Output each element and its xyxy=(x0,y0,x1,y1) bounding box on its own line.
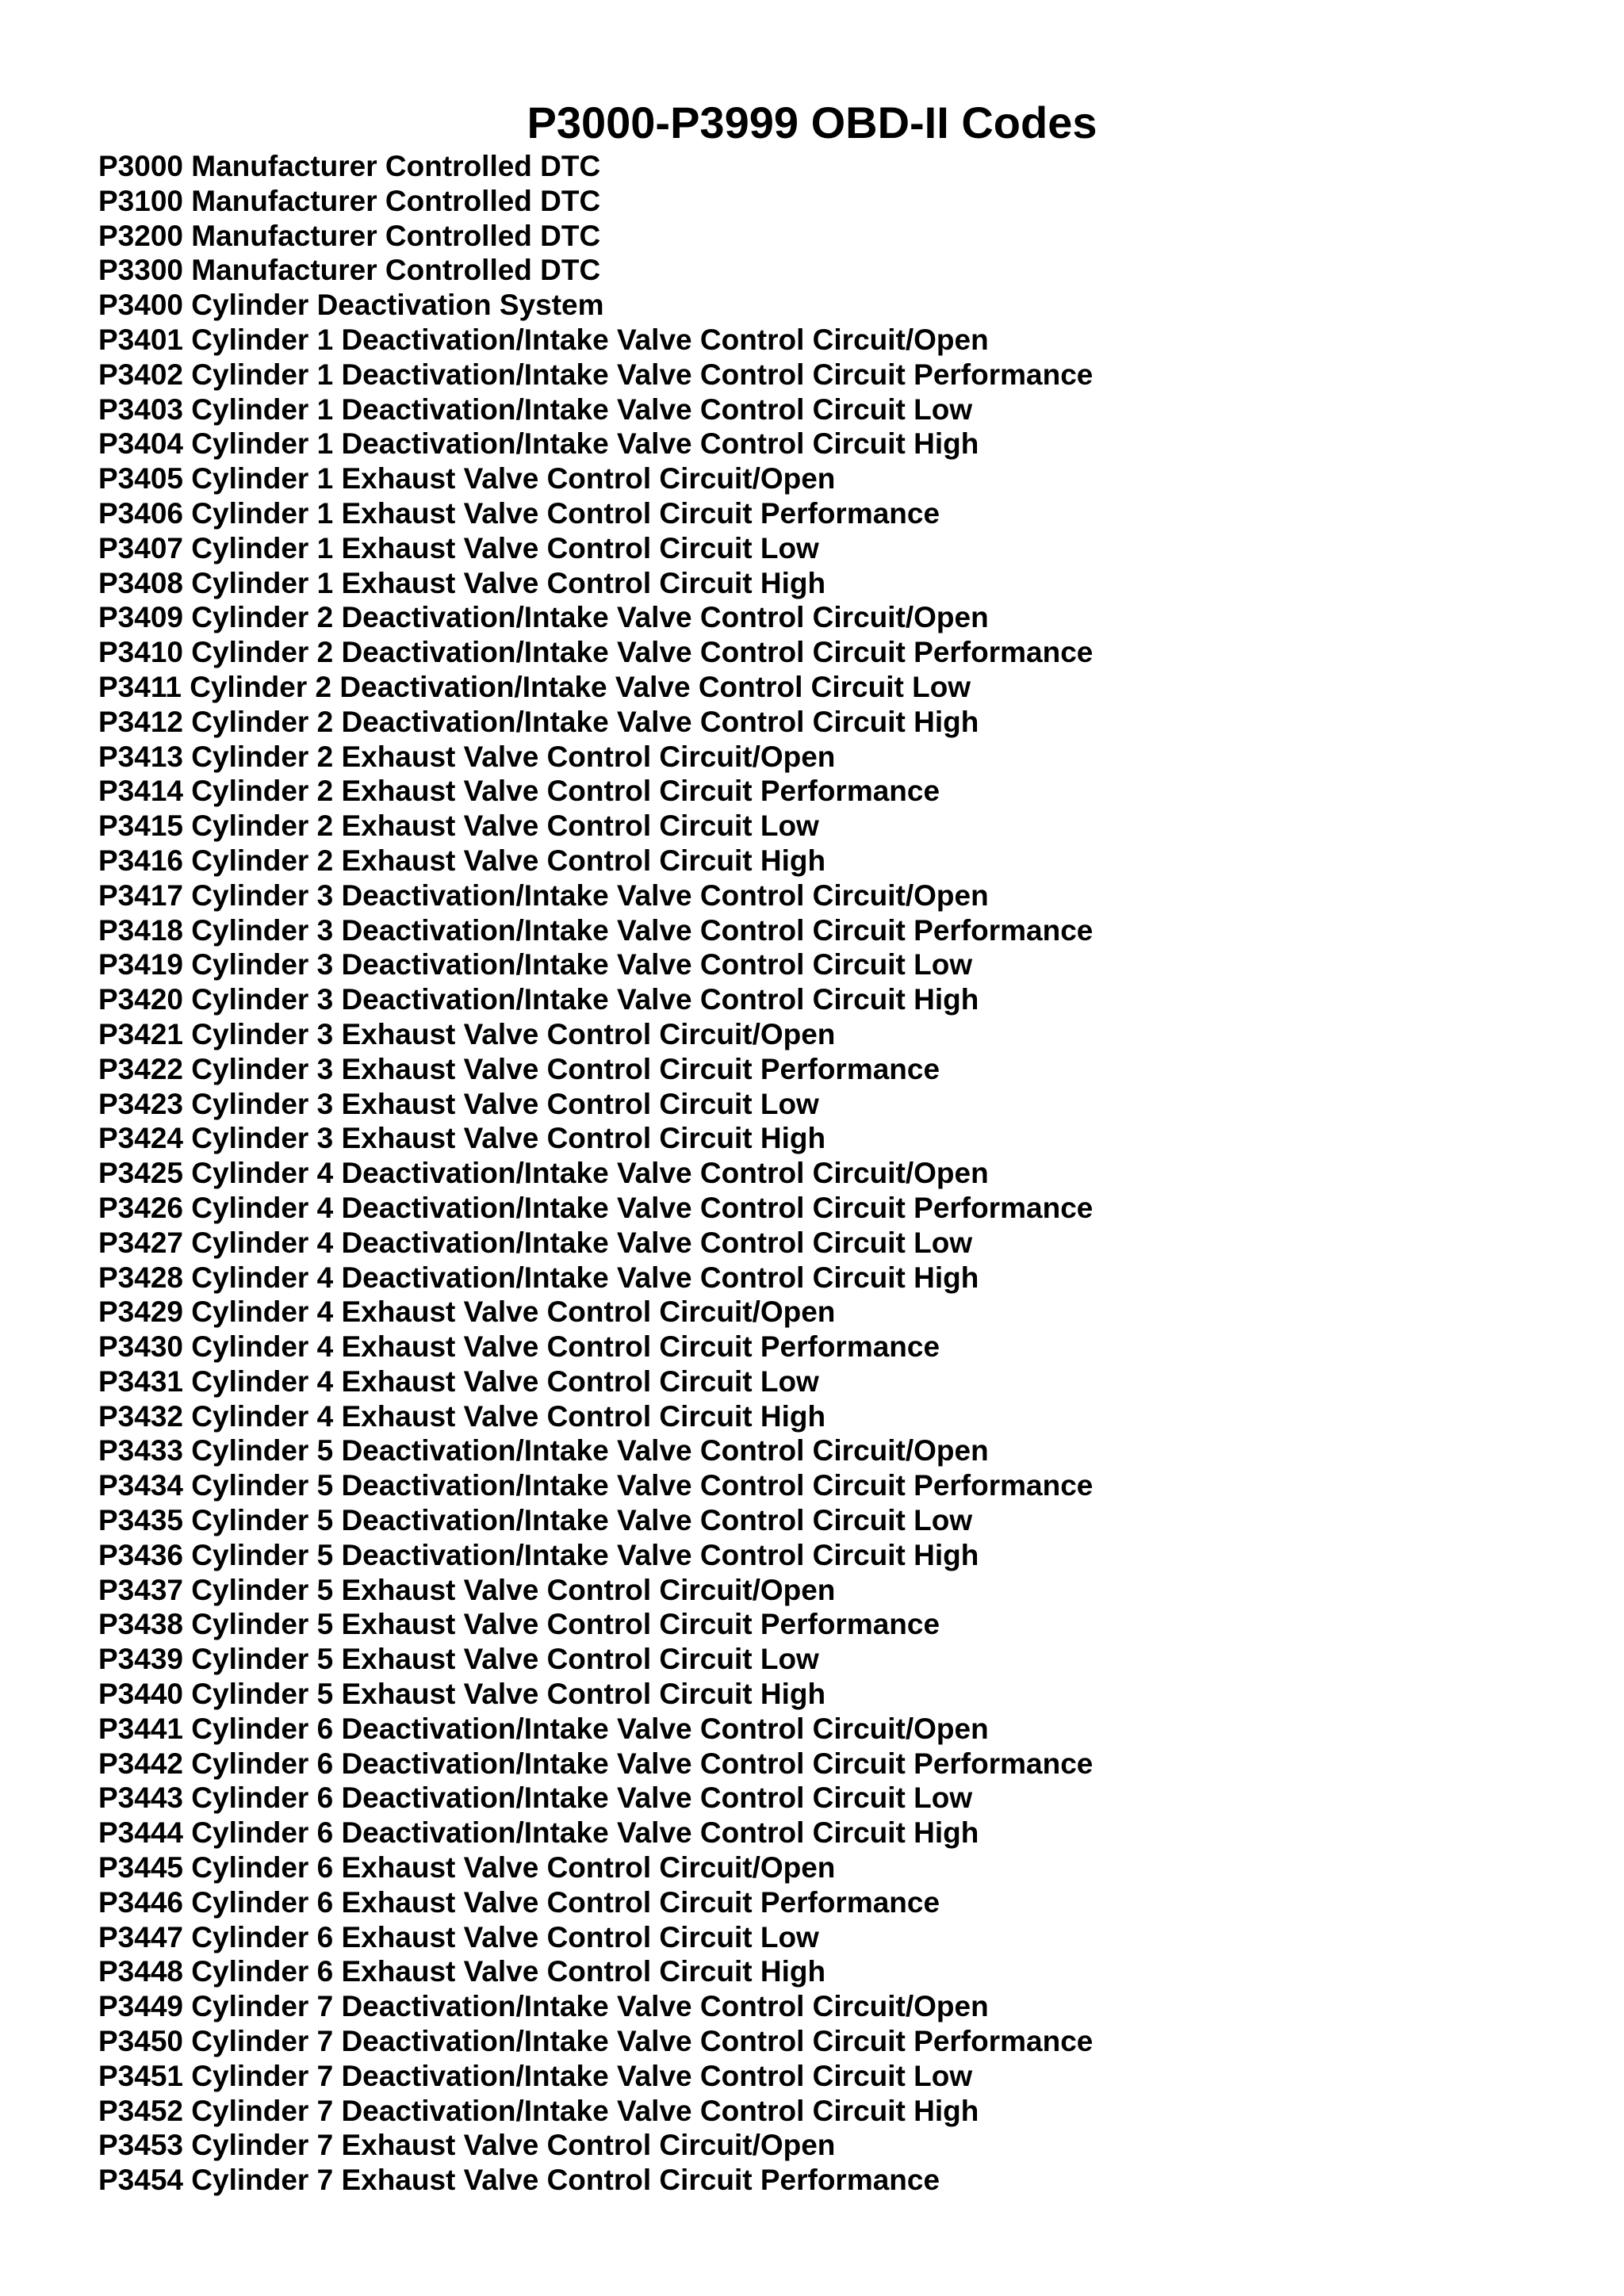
code-entry: P3442 Cylinder 6 Deactivation/Intake Valve Control Circuit Performance xyxy=(98,1747,1094,1780)
code-entry: P3000 Manufacturer Controlled DTC xyxy=(98,150,601,182)
code-entry: P3448 Cylinder 6 Exhaust Valve Control Circuit High xyxy=(98,1955,826,1988)
code-entry: P3420 Cylinder 3 Deactivation/Intake Valve Control Circuit High xyxy=(98,983,979,1016)
code-entry: P3407 Cylinder 1 Exhaust Valve Control Circuit Low xyxy=(98,531,819,564)
code-entry: P3422 Cylinder 3 Exhaust Valve Control Circuit Performance xyxy=(98,1052,940,1085)
code-entry: P3405 Cylinder 1 Exhaust Valve Control Circuit/Open xyxy=(98,462,836,496)
code-entry: P3404 Cylinder 1 Deactivation/Intake Valve Control Circuit High xyxy=(98,427,979,461)
code-entry: P3453 Cylinder 7 Exhaust Valve Control Circuit/Open xyxy=(98,2129,836,2162)
code-entry: P3413 Cylinder 2 Exhaust Valve Control Circuit/Open xyxy=(98,740,836,773)
code-entry: P3447 Cylinder 6 Exhaust Valve Control Circuit Low xyxy=(98,1920,819,1954)
code-entry: P3200 Manufacturer Controlled DTC xyxy=(98,219,601,252)
code-list xyxy=(98,149,1093,2198)
code-entry: P3411 Cylinder 2 Deactivation/Intake Valve Control Circuit Low xyxy=(98,670,971,703)
code-entry: P3402 Cylinder 1 Deactivation/Intake Valve Control Circuit Performance xyxy=(98,358,1094,391)
code-entry: P3415 Cylinder 2 Exhaust Valve Control Circuit Low xyxy=(98,809,819,843)
code-entry: P3433 Cylinder 5 Deactivation/Intake Valve Control Circuit/Open xyxy=(98,1434,989,1468)
code-entry: P3440 Cylinder 5 Exhaust Valve Control Circuit High xyxy=(98,1678,826,1711)
code-entry: P3410 Cylinder 2 Deactivation/Intake Valve Control Circuit Performance xyxy=(98,636,1094,669)
code-entry: P3419 Cylinder 3 Deactivation/Intake Valve Control Circuit Low xyxy=(98,948,973,982)
code-entry: P3438 Cylinder 5 Exhaust Valve Control Circuit Performance xyxy=(98,1608,940,1641)
code-entry: P3443 Cylinder 6 Deactivation/Intake Valve Control Circuit Low xyxy=(98,1781,973,1815)
code-entry: P3450 Cylinder 7 Deactivation/Intake Valve Control Circuit Performance xyxy=(98,2025,1094,2058)
code-entry: P3430 Cylinder 4 Exhaust Valve Control Circuit Performance xyxy=(98,1330,940,1364)
code-entry: P3454 Cylinder 7 Exhaust Valve Control Circuit Performance xyxy=(98,2164,940,2197)
code-entry: P3431 Cylinder 4 Exhaust Valve Control Circuit Low xyxy=(98,1364,819,1398)
code-entry: P3434 Cylinder 5 Deactivation/Intake Valve Control Circuit Performance xyxy=(98,1469,1094,1502)
code-entry: P3100 Manufacturer Controlled DTC xyxy=(98,184,601,217)
code-entry: P3406 Cylinder 1 Exhaust Valve Control Circuit Performance xyxy=(98,496,940,530)
code-entry: P3429 Cylinder 4 Exhaust Valve Control Circuit/Open xyxy=(98,1295,836,1329)
code-entry: P3439 Cylinder 5 Exhaust Valve Control Circuit Low xyxy=(98,1643,819,1676)
code-entry: P3409 Cylinder 2 Deactivation/Intake Valve Control Circuit/Open xyxy=(98,601,989,634)
code-entry: P3414 Cylinder 2 Exhaust Valve Control Circuit Performance xyxy=(98,775,940,808)
code-entry: P3416 Cylinder 2 Exhaust Valve Control Circuit High xyxy=(98,844,826,877)
code-entry: P3437 Cylinder 5 Exhaust Valve Control Circuit/Open xyxy=(98,1573,836,1606)
code-entry: P3425 Cylinder 4 Deactivation/Intake Valve Control Circuit/Open xyxy=(98,1157,989,1190)
code-entry: P3421 Cylinder 3 Exhaust Valve Control Circuit/Open xyxy=(98,1017,836,1050)
code-entry: P3435 Cylinder 5 Deactivation/Intake Valve Control Circuit Low xyxy=(98,1504,973,1537)
code-entry: P3441 Cylinder 6 Deactivation/Intake Valve Control Circuit/Open xyxy=(98,1712,989,1745)
code-entry: P3452 Cylinder 7 Deactivation/Intake Valve Control Circuit High xyxy=(98,2094,979,2127)
code-entry: P3408 Cylinder 1 Exhaust Valve Control Circuit High xyxy=(98,566,826,599)
code-entry: P3445 Cylinder 6 Exhaust Valve Control Circuit/Open xyxy=(98,1851,836,1885)
code-entry: P3446 Cylinder 6 Exhaust Valve Control Circuit Performance xyxy=(98,1885,940,1919)
code-entry: P3300 Manufacturer Controlled DTC xyxy=(98,254,601,287)
code-entry: P3427 Cylinder 4 Deactivation/Intake Valve Control Circuit Low xyxy=(98,1226,973,1259)
code-entry: P3451 Cylinder 7 Deactivation/Intake Valve Control Circuit Low xyxy=(98,2059,973,2092)
code-entry: P3418 Cylinder 3 Deactivation/Intake Valve Control Circuit Performance xyxy=(98,913,1094,947)
code-entry: P3403 Cylinder 1 Deactivation/Intake Valve Control Circuit Low xyxy=(98,392,973,426)
code-entry: P3436 Cylinder 5 Deactivation/Intake Valve Control Circuit High xyxy=(98,1538,979,1571)
code-entry: P3444 Cylinder 6 Deactivation/Intake Valve Control Circuit High xyxy=(98,1816,979,1850)
code-entry: P3417 Cylinder 3 Deactivation/Intake Valve Control Circuit/Open xyxy=(98,878,989,912)
code-entry: P3449 Cylinder 7 Deactivation/Intake Valve Control Circuit/Open xyxy=(98,1990,989,2023)
page-title: P3000-P3999 OBD-II Codes xyxy=(527,98,1097,147)
code-entry: P3401 Cylinder 1 Deactivation/Intake Valve Control Circuit/Open xyxy=(98,323,989,356)
code-entry: P3426 Cylinder 4 Deactivation/Intake Valve Control Circuit Performance xyxy=(98,1191,1094,1224)
code-entry: P3428 Cylinder 4 Deactivation/Intake Valve Control Circuit High xyxy=(98,1261,979,1294)
code-entry: P3424 Cylinder 3 Exhaust Valve Control Circuit High xyxy=(98,1122,826,1155)
code-entry: P3412 Cylinder 2 Deactivation/Intake Valve Control Circuit High xyxy=(98,705,979,738)
code-entry: P3400 Cylinder Deactivation System xyxy=(98,289,604,322)
code-entry: P3423 Cylinder 3 Exhaust Valve Control Circuit Low xyxy=(98,1087,819,1120)
code-entry: P3432 Cylinder 4 Exhaust Valve Control Circuit High xyxy=(98,1399,826,1433)
